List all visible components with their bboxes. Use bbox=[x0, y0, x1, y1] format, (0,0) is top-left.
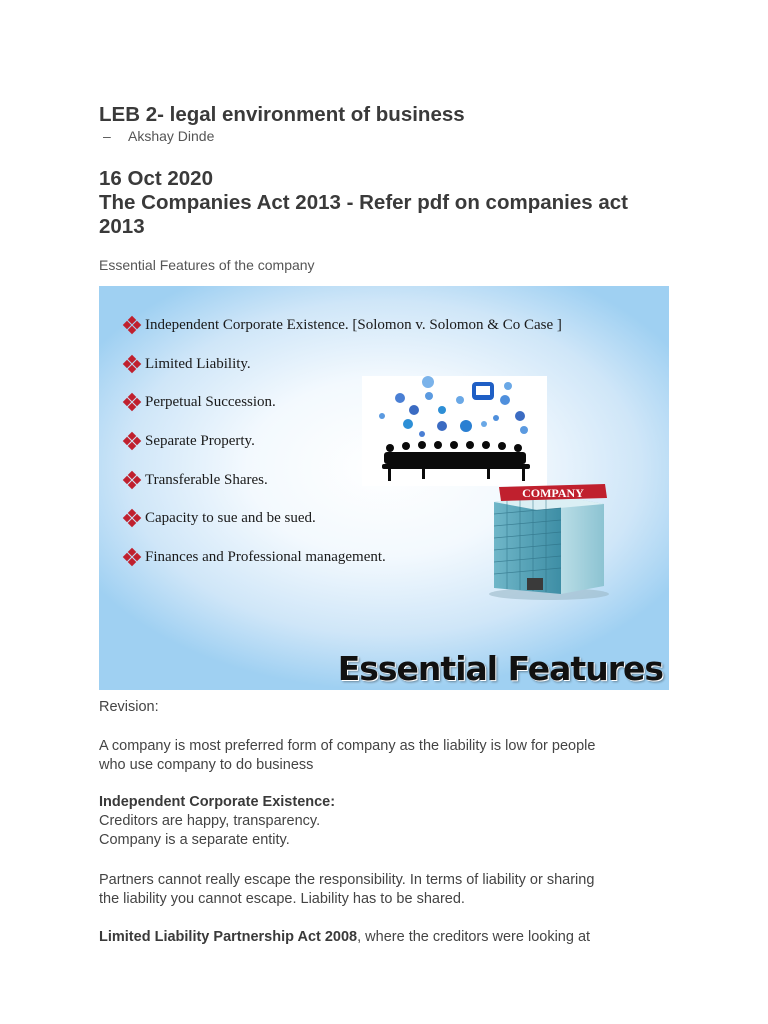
revision-label: Revision: bbox=[99, 699, 159, 715]
business-meeting-icon bbox=[362, 376, 547, 486]
section-heading-line1: The Companies Act 2013 - Refer pdf on companies act bbox=[99, 191, 628, 214]
diamond-bullet-icon bbox=[124, 510, 143, 526]
building-sign-text: COMPANY bbox=[522, 486, 584, 500]
feature-item bbox=[124, 317, 562, 356]
feature-text: Independent Corporate Existence. [Solomon v. Solomon & Co Case ] bbox=[145, 317, 562, 333]
ice-line: Company is a separate entity. bbox=[99, 832, 290, 848]
diamond-bullet-icon bbox=[124, 317, 143, 333]
document-title: LEB 2- legal environment of business bbox=[99, 103, 465, 126]
diamond-bullet-icon bbox=[124, 472, 143, 488]
feature-text: Capacity to sue and be sued. bbox=[145, 510, 316, 527]
paragraph-partners bbox=[99, 871, 671, 909]
paragraph-line: A company is most preferred form of company as the liability is low for people bbox=[99, 738, 596, 754]
paragraph-company-preferred bbox=[99, 737, 671, 775]
llp-act-name: Limited Liability Partnership Act 2008 bbox=[99, 929, 358, 945]
company-building-icon bbox=[489, 484, 619, 602]
feature-text: Limited Liability. bbox=[145, 355, 251, 372]
section-heading-line2: 2013 bbox=[99, 215, 145, 238]
feature-text: Separate Property. bbox=[145, 433, 255, 450]
date-heading: 16 Oct 2020 bbox=[99, 167, 213, 190]
ice-heading: Independent Corporate Existence: bbox=[99, 794, 336, 810]
author-line bbox=[103, 128, 214, 144]
paragraph-line: Partners cannot really escape the responsibility. In terms of liability or sharing bbox=[99, 872, 595, 888]
feature-text: Perpetual Succession. bbox=[145, 394, 276, 411]
diamond-bullet-icon bbox=[124, 549, 143, 565]
paragraph-line: who use company to do business bbox=[99, 757, 314, 773]
slide-caption: Essential Features bbox=[337, 649, 663, 688]
paragraph-line: the liability you cannot escape. Liability has to be shared. bbox=[99, 891, 465, 907]
diamond-bullet-icon bbox=[124, 356, 143, 372]
feature-text: Finances and Professional management. bbox=[145, 549, 386, 566]
author-name: Akshay Dinde bbox=[128, 128, 215, 144]
section-label: Essential Features of the company bbox=[99, 257, 315, 273]
independent-corporate-existence-section bbox=[99, 793, 671, 850]
feature-text: Transferable Shares. bbox=[145, 471, 268, 488]
diamond-bullet-icon bbox=[124, 433, 143, 449]
ice-line: Creditors are happy, transparency. bbox=[99, 813, 321, 829]
date-heading-block bbox=[99, 167, 628, 239]
paragraph-llp bbox=[99, 928, 671, 947]
diamond-bullet-icon bbox=[124, 394, 143, 410]
dash-glyph: – bbox=[103, 128, 111, 144]
essential-features-slide-image bbox=[99, 286, 669, 690]
llp-text: , where the creditors were looking at bbox=[357, 929, 591, 945]
